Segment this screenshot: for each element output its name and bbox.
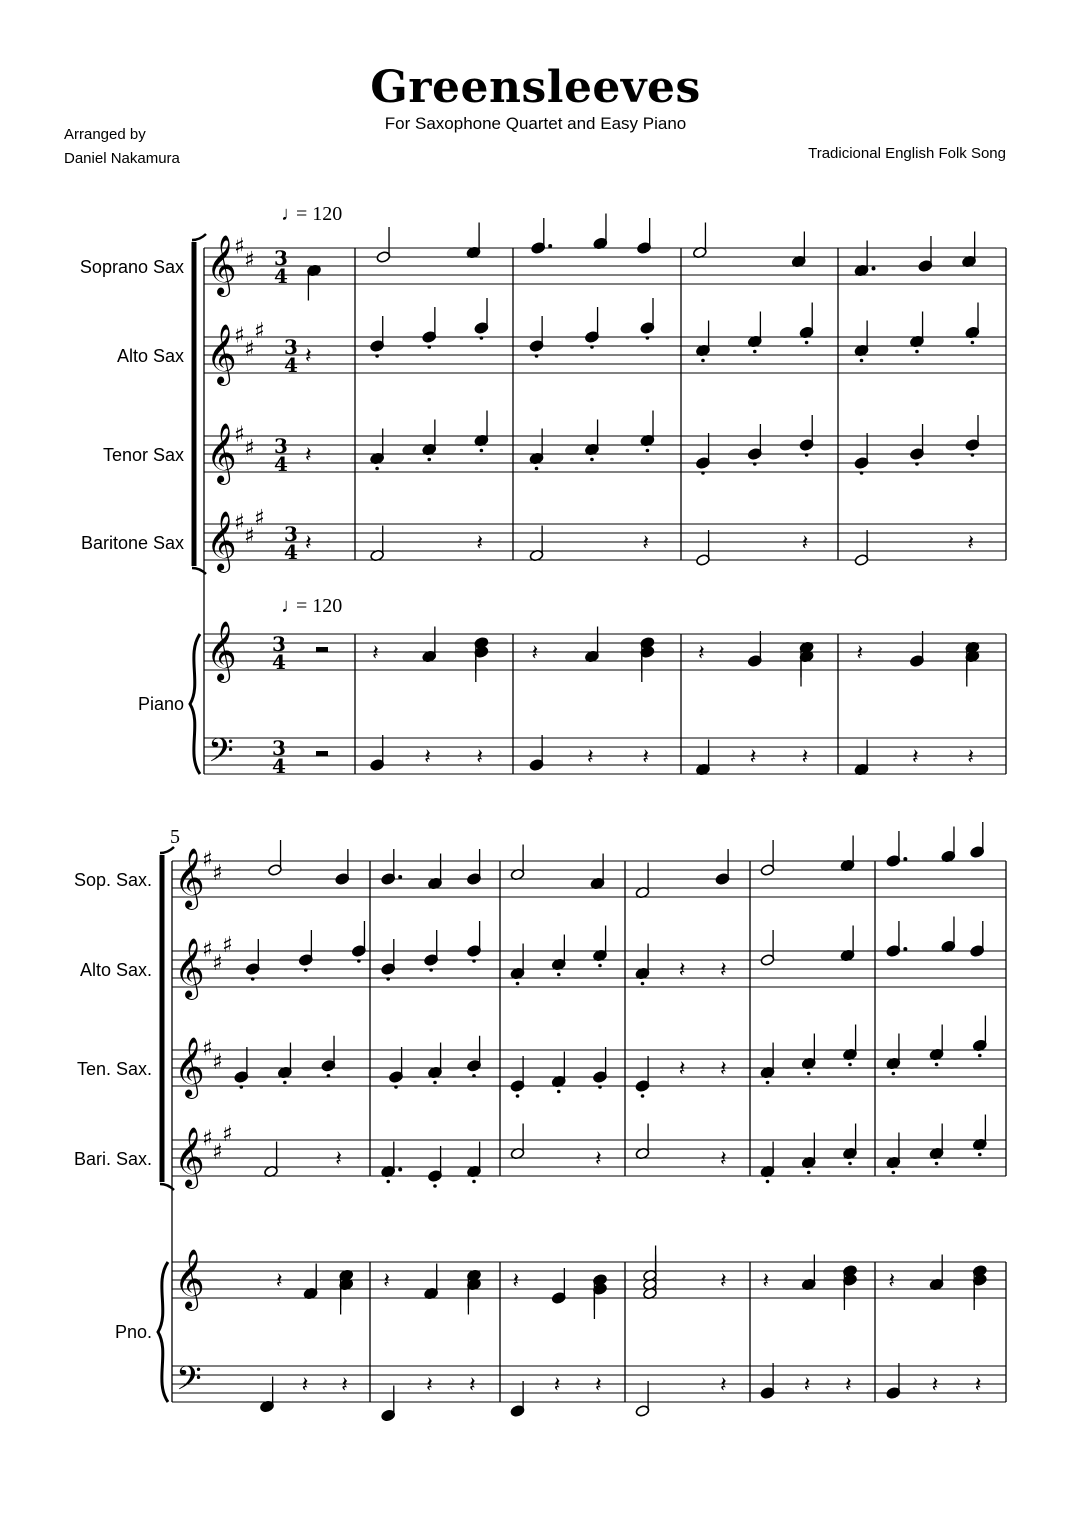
instrument-label: Alto Sax: [116, 346, 184, 366]
piano-brace: [190, 634, 200, 774]
time-sig-upper: 3: [272, 632, 286, 656]
time-sig-lower: 4: [274, 452, 288, 476]
sharp-icon: ♯: [254, 319, 265, 344]
quarter-rest-icon: 𝄽: [803, 1373, 811, 1398]
time-sig-lower: 4: [284, 540, 298, 564]
treble-clef-icon: 𝄞: [174, 1037, 205, 1097]
time-sig-lower: 4: [274, 264, 288, 288]
quarter-rest-icon: 𝄽: [301, 1373, 309, 1398]
quarter-rest-icon: 𝄽: [341, 1373, 348, 1398]
quarter-rest-icon: 𝄽: [383, 1269, 390, 1294]
bass-clef-icon: 𝄢: [208, 732, 234, 778]
quarter-rest-icon: 𝄽: [720, 1057, 727, 1082]
baritone-staff: [172, 1115, 1006, 1190]
tenor-staff: [204, 411, 1006, 486]
quarter-rest-icon: 𝄽: [845, 1373, 852, 1398]
quarter-rest-icon: 𝄽: [801, 531, 809, 556]
sharp-icon: ♯: [244, 524, 255, 549]
soprano-staff: [204, 214, 1006, 301]
time-sig-upper: 3: [284, 522, 298, 546]
system-1: [80, 234, 1006, 774]
piano-tempo-marking: [281, 595, 342, 617]
instrument-label: Ten. Sax.: [76, 1059, 152, 1079]
time-sig-upper: 3: [284, 335, 298, 359]
tempo-marking: [281, 203, 342, 225]
treble-clef-icon: 𝄞: [174, 848, 205, 908]
instrument-label: Soprano Sax: [79, 257, 184, 277]
sharp-icon: ♯: [244, 248, 255, 273]
quarter-rest-icon: 𝄽: [911, 745, 919, 770]
instrument-label: Baritone Sax: [80, 533, 184, 553]
sharp-icon: ♯: [234, 510, 245, 536]
quarter-rest-icon: 𝄽: [469, 1373, 476, 1398]
time-sig-lower: 4: [284, 353, 298, 377]
quarter-rest-icon: 𝄽: [697, 641, 705, 666]
quarter-rest-icon: 𝄽: [275, 1269, 283, 1294]
quarter-note-icon: ♩: [281, 595, 301, 617]
quarter-rest-icon: 𝄽: [531, 641, 539, 666]
sharp-icon: ♯: [202, 847, 213, 873]
baritone-staff: [204, 506, 1006, 573]
score-subtitle: For Saxophone Quartet and Easy Piano: [384, 114, 687, 133]
quarter-rest-icon: 𝄽: [476, 531, 484, 556]
quarter-rest-icon: 𝄽: [586, 745, 594, 770]
alto-staff: [204, 298, 1006, 386]
time-sig-upper: 3: [272, 736, 286, 760]
quarter-rest-icon: 𝄽: [801, 745, 809, 770]
instrument-label: Alto Sax.: [79, 960, 152, 980]
time-sig-upper: 3: [274, 246, 288, 270]
quarter-rest-icon: 𝄽: [720, 958, 727, 983]
quarter-rest-icon: 𝄽: [424, 745, 431, 770]
system-2: [74, 847, 1006, 1402]
score-title: Greensleeves: [370, 62, 701, 113]
half-rest-icon: [316, 751, 328, 756]
sharp-icon: ♯: [244, 337, 255, 362]
quarter-rest-icon: 𝄽: [372, 641, 379, 666]
sharp-icon: ♯: [254, 506, 265, 531]
treble-clef-icon: 𝄞: [174, 1127, 205, 1187]
piano-bass-staff: [172, 1360, 1006, 1422]
sharp-icon: ♯: [202, 1036, 213, 1062]
quarter-rest-icon: 𝄽: [305, 344, 312, 369]
tempo-value: = 120: [296, 595, 343, 617]
treble-clef-icon: 𝄞: [206, 423, 237, 483]
quarter-rest-icon: 𝄽: [749, 745, 757, 770]
instrument-label: Tenor Sax: [102, 445, 184, 465]
instrument-label: Pno.: [114, 1322, 152, 1342]
quarter-rest-icon: 𝄽: [642, 745, 650, 770]
quarter-rest-icon: 𝄽: [856, 641, 864, 666]
time-sig-lower: 4: [272, 650, 286, 674]
quarter-rest-icon: 𝄽: [476, 745, 484, 770]
quarter-rest-icon: 𝄽: [720, 1373, 727, 1398]
quarter-rest-icon: 𝄽: [762, 1269, 770, 1294]
quarter-rest-icon: 𝄽: [888, 1269, 896, 1294]
half-rest-icon: [316, 647, 328, 652]
composer-credit: Tradicional English Folk Song: [808, 145, 1006, 162]
quarter-rest-icon: 𝄽: [305, 531, 312, 556]
quarter-rest-icon: 𝄽: [642, 531, 650, 556]
quarter-rest-icon: 𝄽: [678, 958, 686, 983]
piano-bass-staff: [204, 732, 1006, 778]
measure-number: 5: [170, 826, 180, 848]
time-sig-upper: 3: [274, 434, 288, 458]
instrument-label: Sop. Sax.: [73, 870, 152, 890]
quarter-rest-icon: 𝄽: [595, 1147, 602, 1172]
treble-clef-icon: 𝄞: [206, 235, 237, 295]
instrument-label: Piano: [137, 694, 184, 714]
arranger-name: Daniel Nakamura: [64, 150, 180, 167]
sharp-icon: ♯: [234, 234, 245, 260]
treble-clef-icon: 𝄞: [206, 621, 237, 681]
quarter-rest-icon: 𝄽: [967, 745, 975, 770]
treble-clef-icon: 𝄞: [206, 324, 237, 384]
sharp-icon: ♯: [244, 436, 255, 461]
quarter-rest-icon: 𝄽: [967, 531, 975, 556]
quarter-rest-icon: 𝄽: [305, 443, 312, 468]
sharp-icon: ♯: [212, 951, 223, 976]
soprano-staff: [172, 822, 1006, 910]
quarter-rest-icon: 𝄽: [720, 1147, 727, 1172]
piano-treble-staff: [172, 1246, 1006, 1320]
quarter-rest-icon: 𝄽: [720, 1269, 727, 1294]
quarter-rest-icon: 𝄽: [553, 1373, 561, 1398]
treble-clef-icon: 𝄞: [174, 938, 205, 998]
treble-clef-icon: 𝄞: [206, 511, 237, 571]
quarter-rest-icon: 𝄽: [595, 1373, 602, 1398]
quarter-rest-icon: 𝄽: [931, 1373, 939, 1398]
alto-staff: [172, 917, 1006, 1001]
quarter-rest-icon: 𝄽: [678, 1057, 686, 1082]
quarter-rest-icon: 𝄽: [335, 1147, 343, 1172]
sharp-icon: ♯: [222, 933, 233, 958]
time-sig-lower: 4: [272, 754, 286, 778]
sharp-icon: ♯: [212, 861, 223, 886]
sharp-icon: ♯: [222, 1122, 233, 1147]
piano-brace: [158, 1262, 168, 1402]
instrument-label: Bari. Sax.: [73, 1149, 152, 1169]
sharp-icon: ♯: [234, 323, 245, 349]
sharp-icon: ♯: [234, 422, 245, 448]
sharp-icon: ♯: [212, 1140, 223, 1165]
bass-clef-icon: 𝄢: [176, 1360, 202, 1406]
tenor-staff: [172, 1016, 1006, 1100]
sharp-icon: ♯: [202, 1126, 213, 1152]
treble-clef-icon: 𝄞: [174, 1249, 205, 1309]
arranger-label: Arranged by: [64, 126, 146, 143]
tempo-value: = 120: [296, 203, 343, 225]
quarter-rest-icon: 𝄽: [426, 1373, 433, 1398]
quarter-note-icon: ♩: [281, 203, 301, 225]
sharp-icon: ♯: [202, 937, 213, 963]
quarter-rest-icon: 𝄽: [512, 1269, 520, 1294]
quarter-rest-icon: 𝄽: [974, 1373, 982, 1398]
sharp-icon: ♯: [212, 1050, 223, 1075]
piano-treble-staff: [204, 621, 1006, 687]
